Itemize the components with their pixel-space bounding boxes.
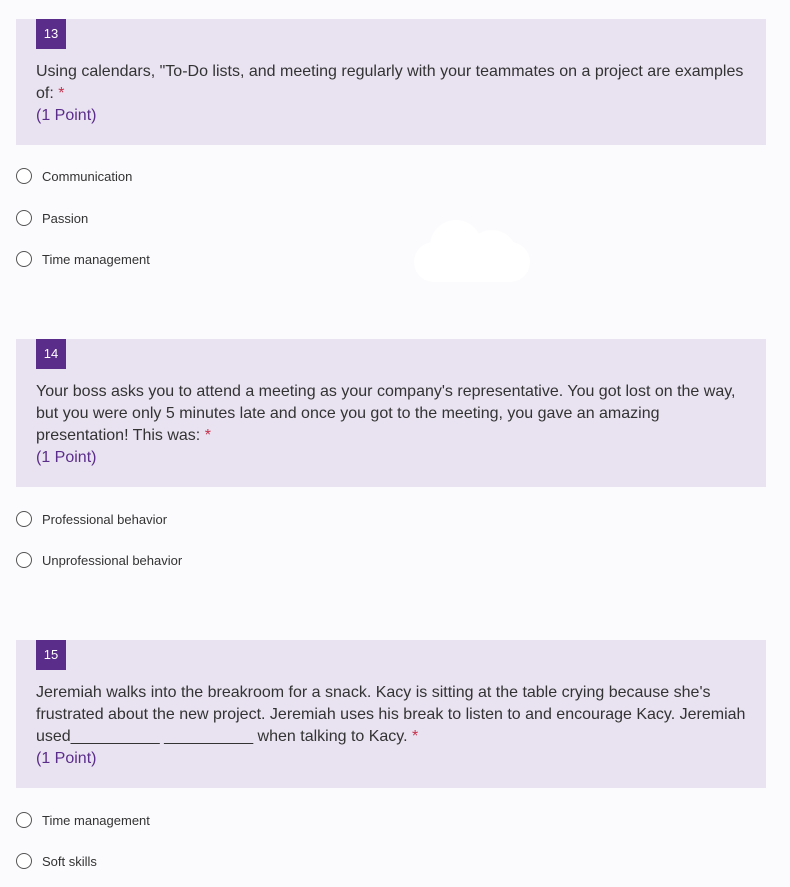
option-unprofessional-behavior[interactable] xyxy=(16,549,182,571)
required-asterisk: * xyxy=(58,85,65,102)
question-text: Using calendars, "To-Do lists, and meeting regularly with your teammates on a project are examples of: xyxy=(36,63,744,102)
question-number-badge: 14 xyxy=(36,339,66,369)
question-number-badge: 13 xyxy=(36,19,66,49)
option-label: Time management xyxy=(42,251,150,267)
radio-button[interactable] xyxy=(16,552,32,568)
option-label: Time management xyxy=(42,812,150,828)
question-number-badge: 15 xyxy=(36,640,66,670)
question-points: (1 Point) xyxy=(36,449,97,466)
question-text-block xyxy=(36,381,746,469)
radio-button[interactable] xyxy=(16,251,32,267)
cloud-watermark-icon xyxy=(410,212,532,286)
question-points: (1 Point) xyxy=(36,107,97,124)
question-text-block xyxy=(36,682,746,770)
option-label: Soft skills xyxy=(42,853,97,869)
question-header xyxy=(16,339,766,487)
option-label: Professional behavior xyxy=(42,511,168,527)
option-communication[interactable] xyxy=(16,165,132,187)
option-soft-skills[interactable] xyxy=(16,850,97,872)
option-passion[interactable] xyxy=(16,207,88,229)
radio-button[interactable] xyxy=(16,210,32,226)
option-time-management[interactable] xyxy=(16,248,150,270)
required-asterisk: * xyxy=(204,427,211,444)
radio-button[interactable] xyxy=(16,853,32,869)
radio-button[interactable] xyxy=(16,168,32,184)
option-professional-behavior[interactable] xyxy=(16,508,167,530)
question-header xyxy=(16,19,766,145)
question-text-block xyxy=(36,61,746,127)
question-header xyxy=(16,640,766,788)
radio-button[interactable] xyxy=(16,812,32,828)
option-label: Communication xyxy=(42,168,133,184)
option-time-management[interactable] xyxy=(16,809,150,831)
radio-button[interactable] xyxy=(16,511,32,527)
question-points: (1 Point) xyxy=(36,750,97,767)
option-label: Passion xyxy=(42,210,89,226)
option-label: Unprofessional behavior xyxy=(42,552,183,568)
required-asterisk: * xyxy=(412,728,419,745)
question-text: Your boss asks you to attend a meeting as your company's representative. You got lost on the way, but you were only 5 minutes late and once you got to the meeting, you gave an amazing presentation! This was: xyxy=(36,383,736,444)
question-text: Jeremiah walks into the breakroom for a snack. Kacy is sitting at the table crying because she's frustrated about the new project. Jeremiah uses his break to listen to and encourage Kacy. Jeremiah used__________ __________ when talking to Kacy. xyxy=(36,684,746,745)
